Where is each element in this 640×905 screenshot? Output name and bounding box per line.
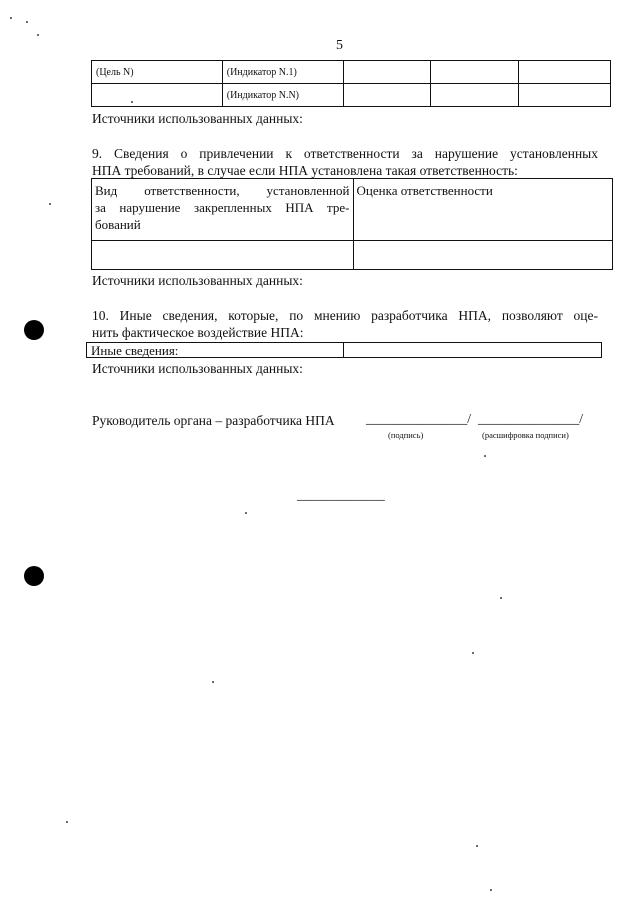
table-cell [343, 84, 431, 107]
table-cell [343, 343, 601, 358]
table-header-cell [92, 179, 354, 241]
table-cell: Иные сведения: [87, 343, 344, 358]
scan-speck [476, 845, 478, 847]
end-rule: _____________ [297, 487, 385, 502]
scan-speck [66, 821, 68, 823]
decode-caption: (расшифровка подписи) [482, 430, 569, 440]
table-row [92, 241, 613, 270]
header-left-line1: Вид ответственности, установленной [95, 183, 350, 198]
table-cell [343, 61, 431, 84]
liability-table [91, 178, 613, 270]
binder-hole [24, 566, 44, 586]
scan-speck [49, 203, 51, 205]
binder-hole [24, 320, 44, 340]
section10-heading-line2: нить фактическое воздействие НПА: [92, 325, 304, 340]
table-cell: (Цель N) [92, 61, 223, 84]
signature-caption: (подпись) [388, 430, 424, 440]
scan-speck [37, 34, 39, 36]
table-cell [353, 241, 613, 270]
page-number: 5 [336, 38, 343, 53]
table-cell [519, 61, 611, 84]
scan-speck [212, 681, 214, 683]
table-cell: (Индикатор N.N) [222, 84, 343, 107]
indicators-table [91, 60, 611, 107]
table-header-cell: Оценка ответственности [353, 179, 613, 241]
table-cell: (Индикатор N.1) [222, 61, 343, 84]
scan-speck [500, 597, 502, 599]
decode-blank: _______________/ [478, 411, 584, 426]
signature-label: Руководитель органа – разработчика НПА [92, 413, 335, 428]
table-cell [92, 84, 223, 107]
sources-line: Источники использованных данных: [92, 361, 303, 376]
section9-heading-line1: 9. Сведения о привлечении к ответственности за нарушение установленных [92, 146, 598, 161]
sources-line: Источники использованных данных: [92, 111, 303, 126]
table-row [92, 179, 613, 241]
scan-speck [10, 17, 12, 19]
table-cell [431, 84, 519, 107]
table-cell [431, 61, 519, 84]
scan-speck [490, 889, 492, 891]
table-row [92, 84, 611, 107]
scan-speck [472, 652, 474, 654]
scan-speck [484, 455, 486, 457]
signature-blank: _______________/ [366, 411, 472, 426]
scan-speck [26, 21, 28, 23]
section10-heading-line1: 10. Иные сведения, которые, по мнению разработчика НПА, позволяют оце- [92, 308, 598, 323]
scan-speck [131, 101, 133, 103]
table-row [87, 343, 602, 358]
header-left-line3: бований [95, 217, 141, 232]
other-info-table [86, 342, 602, 358]
header-left-line2: за нарушение закрепленных НПА тре- [95, 200, 350, 215]
sources-line: Источники использованных данных: [92, 273, 303, 288]
scan-speck [245, 512, 247, 514]
table-cell [92, 241, 354, 270]
table-row [92, 61, 611, 84]
table-cell [519, 84, 611, 107]
section9-heading-line2: НПА требований, в случае если НПА установлена такая ответственность: [92, 163, 518, 178]
